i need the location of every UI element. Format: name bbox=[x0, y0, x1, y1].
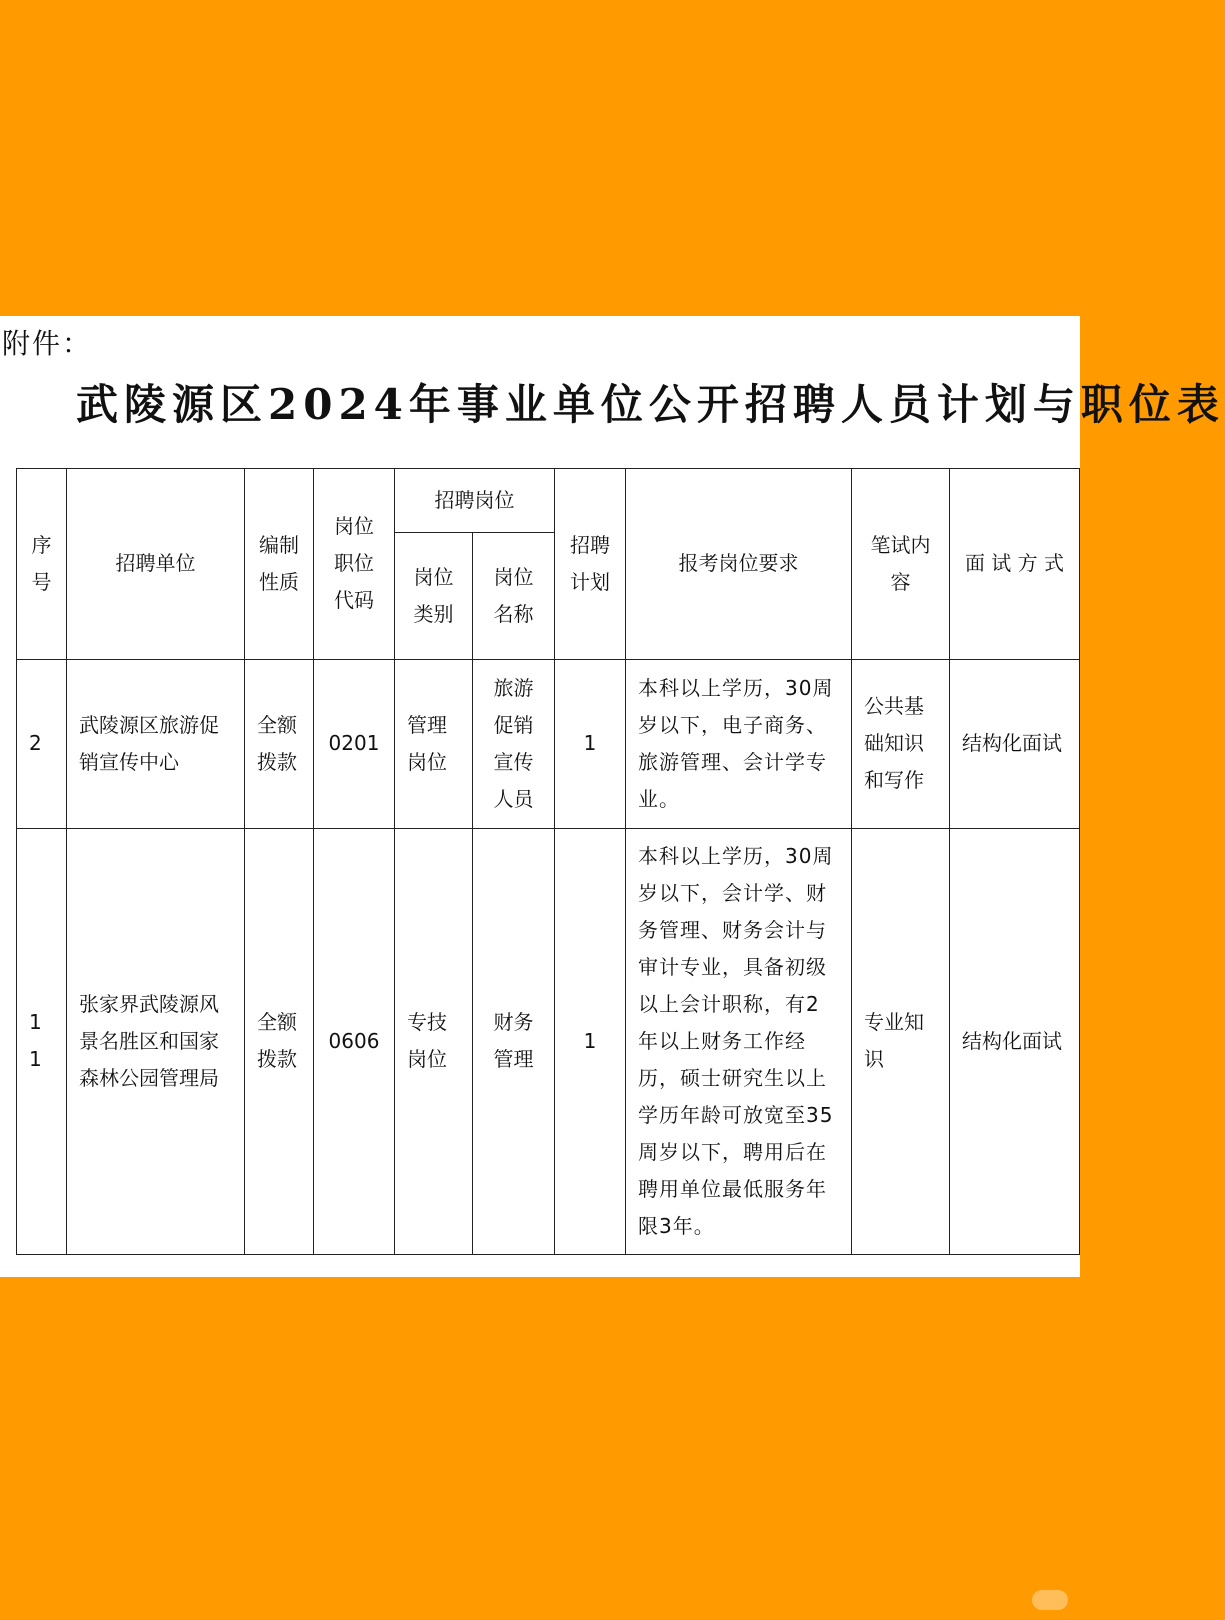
cell-position-type: 专技岗位 bbox=[395, 828, 473, 1254]
cell-plan: 1 bbox=[555, 828, 626, 1254]
recruitment-plan-table bbox=[16, 468, 1080, 1255]
cell-unit: 武陵源区旅游促销宣传中心 bbox=[67, 659, 245, 828]
header-written: 笔试内容 bbox=[852, 469, 950, 660]
attachment-label: 附件： bbox=[2, 327, 93, 360]
top-orange-band bbox=[0, 0, 1080, 316]
cell-code: 0606 bbox=[314, 828, 395, 1254]
header-interview: 面 试 方 式 bbox=[950, 469, 1080, 660]
cell-plan: 1 bbox=[555, 659, 626, 828]
cell-position-type: 管理岗位 bbox=[395, 659, 473, 828]
cell-seq: 2 bbox=[17, 659, 67, 828]
cell-position-name: 旅游促销宣传人员 bbox=[473, 659, 555, 828]
cell-nature: 全额拨款 bbox=[245, 659, 314, 828]
header-position-group: 招聘岗位 bbox=[395, 469, 555, 533]
table-row bbox=[17, 828, 1080, 1254]
table-row bbox=[17, 659, 1080, 828]
cell-interview: 结构化面试 bbox=[950, 828, 1080, 1254]
cell-unit: 张家界武陵源风景名胜区和国家森林公园管理局 bbox=[67, 828, 245, 1254]
cell-written: 专业知识 bbox=[852, 828, 950, 1254]
header-code: 岗位职位代码 bbox=[314, 469, 395, 660]
table-header-row bbox=[17, 469, 1080, 533]
header-position-type: 岗位类别 bbox=[395, 532, 473, 659]
cell-seq: 11 bbox=[17, 828, 67, 1254]
cell-nature: 全额拨款 bbox=[245, 828, 314, 1254]
cell-code: 0201 bbox=[314, 659, 395, 828]
bottom-orange-band bbox=[0, 1277, 1080, 1620]
cell-requirements: 本科以上学历，30周岁以下，电子商务、旅游管理、会计学专业。 bbox=[626, 659, 852, 828]
header-position-name: 岗位名称 bbox=[473, 532, 555, 659]
header-requirements: 报考岗位要求 bbox=[626, 469, 852, 660]
header-seq: 序号 bbox=[17, 469, 67, 660]
cell-interview: 结构化面试 bbox=[950, 659, 1080, 828]
header-plan: 招聘计划 bbox=[555, 469, 626, 660]
cell-position-name: 财务管理 bbox=[473, 828, 555, 1254]
cell-requirements: 本科以上学历，30周岁以下，会计学、财务管理、财务会计与审计专业，具备初级以上会计职称，有2年以上财务工作经历，硕士研究生以上学历年龄可放宽至35周岁以下，聘用后在聘用单位最低服务年限3年。 bbox=[626, 828, 852, 1254]
header-unit: 招聘单位 bbox=[67, 469, 245, 660]
header-nature: 编制性质 bbox=[245, 469, 314, 660]
document-title: 武陵源区2024年事业单位公开招聘人员计划与职位表 bbox=[76, 380, 1225, 429]
document-page bbox=[0, 316, 1225, 1277]
cell-written: 公共基础知识和写作 bbox=[852, 659, 950, 828]
watermark-badge bbox=[1032, 1590, 1068, 1610]
